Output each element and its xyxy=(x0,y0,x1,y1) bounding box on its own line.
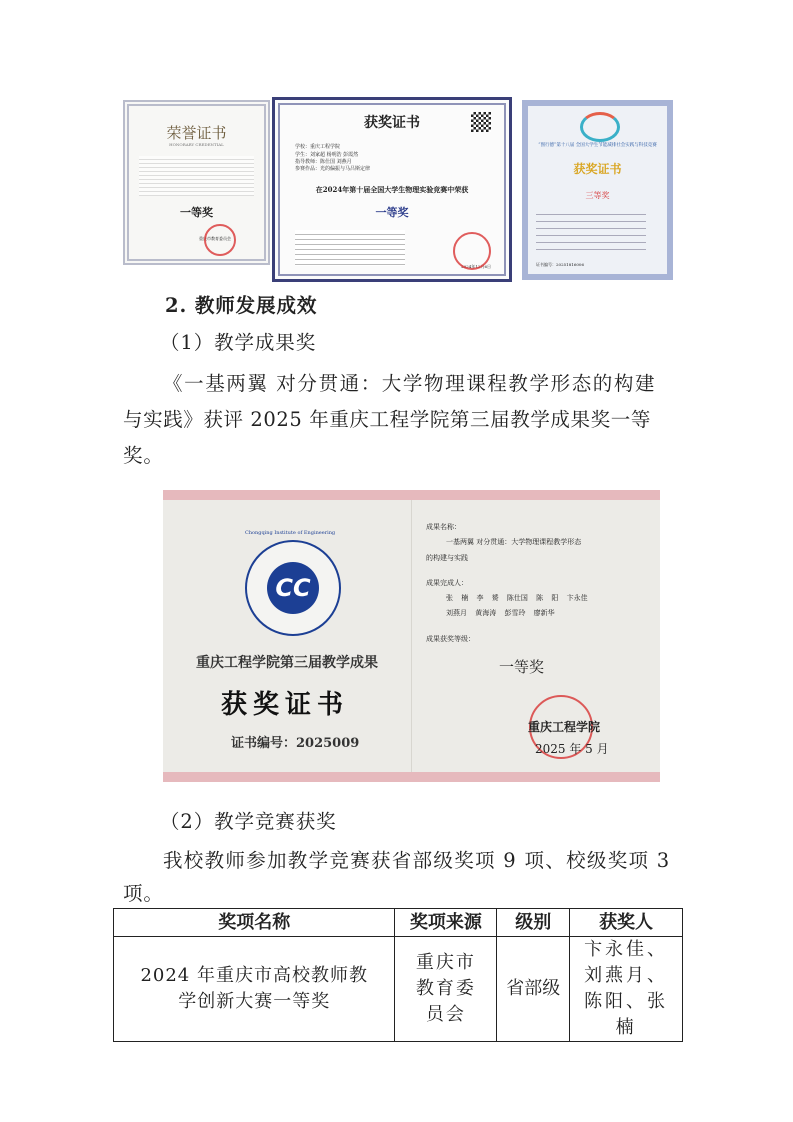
competition-logo-icon xyxy=(580,112,620,142)
section-heading: 2. 教师发展成效 xyxy=(165,294,318,317)
energy-saving-competition-certificate-image xyxy=(522,100,673,280)
honorary-certificate-image xyxy=(123,100,270,265)
people-list: 张 楠 李 赟 陈仕国 陈 阳 卞永佳 xyxy=(446,594,588,602)
cert-issuer: 重庆市教育委员会 xyxy=(199,236,231,241)
cert-series: 重庆工程学院第三届教学成果 xyxy=(196,655,378,671)
cert-body-text xyxy=(536,208,646,252)
cert-title: 获奖证书 xyxy=(221,690,350,720)
level-label: 成果获奖等级： xyxy=(426,635,475,643)
cert-body-text xyxy=(139,156,254,196)
physics-competition-certificate-image xyxy=(272,97,512,282)
cert-students: 学生：刘家超 杨明浩 彭霞然 xyxy=(295,152,359,158)
header-winners: 获奖人 xyxy=(570,909,683,937)
cert-title: 荣誉证书 xyxy=(166,124,227,142)
paragraph-line: 与实践》获评 2025 年重庆工程学院第三届教学成果奖一等 xyxy=(123,408,651,431)
table-header-row xyxy=(114,909,683,937)
cert-award: 一等奖 xyxy=(375,206,409,219)
cert-number: 证书编号：20251816006 xyxy=(536,262,584,267)
cert-date: 2024年12月6日 xyxy=(461,264,491,269)
subsection-teaching-achievement: （1）教学成果奖 xyxy=(160,331,317,354)
cert-school: 学校：重庆工程学院 xyxy=(295,144,341,150)
fold-line xyxy=(411,500,412,772)
header-award-name: 奖项名称 xyxy=(114,909,395,937)
cert-organizers xyxy=(295,230,405,266)
paragraph-line: 项。 xyxy=(123,882,164,905)
logo-text: Chongqing Institute of Engineering xyxy=(245,530,336,536)
paragraph-line: 我校教师参加教学竞赛获省部级奖项 9 项、校级奖项 3 xyxy=(163,849,671,872)
cert-subtitle: HONORARY CREDENTIAL xyxy=(169,142,224,147)
cert-award: 一等奖 xyxy=(180,206,213,219)
school-logo-icon: CC xyxy=(245,540,341,636)
qr-code-icon xyxy=(471,112,491,132)
name-value: 一基两翼 对分贯通：大学物理课程教学形态 xyxy=(446,538,582,546)
cell-winners: 卞永佳、刘燕月、陈阳、张楠 xyxy=(570,937,683,1042)
name-label: 成果名称： xyxy=(426,523,461,531)
cell-award-name: 2024 年重庆市高校教师教学创新大赛一等奖 xyxy=(114,937,395,1042)
header-award-source: 奖项来源 xyxy=(395,909,497,937)
cert-title: 获奖证书 xyxy=(573,162,622,176)
cert-award: 三等奖 xyxy=(585,191,610,200)
paragraph-line: 奖。 xyxy=(123,444,164,467)
subsection-teaching-competition: （2）教学竞赛获奖 xyxy=(160,810,337,833)
table-row xyxy=(114,937,683,1042)
red-seal xyxy=(204,224,236,256)
cell-level: 省部级 xyxy=(497,937,570,1042)
paragraph-line: 《一基两翼 对分贯通：大学物理课程教学形态的构建 xyxy=(163,372,657,395)
cell-award-source: 重庆市教育委员会 xyxy=(395,937,497,1042)
award-level: 一等奖 xyxy=(499,658,545,676)
red-seal xyxy=(453,232,491,270)
people-label: 成果完成人： xyxy=(426,579,468,587)
cert-number: 证书编号：2025009 xyxy=(231,736,360,751)
cert-title: 获奖证书 xyxy=(364,115,420,131)
cert-work: 参赛作品：光的偏振与马吕斯定律 xyxy=(295,166,371,172)
cert-advisors: 指导教师：陈仕国 刘燕月 xyxy=(295,159,352,165)
teaching-achievement-certificate-image xyxy=(163,490,660,782)
cert-statement: 在2024年第十届全国大学生物理实验竞赛中荣获 xyxy=(315,185,469,194)
header-level: 级别 xyxy=(497,909,570,937)
people-list: 刘燕月 黄海涛 彭雪玲 廖新华 xyxy=(446,609,555,617)
name-value: 的构建与实践 xyxy=(426,554,468,562)
issuer: 重庆工程学院 xyxy=(528,720,601,734)
issue-date: 2025 年 5 月 xyxy=(535,742,609,756)
cert-banner: “图行德”第十八届 全国大学生节能减排社会实践与科技竞赛 xyxy=(538,143,657,148)
awards-table xyxy=(113,908,683,1042)
